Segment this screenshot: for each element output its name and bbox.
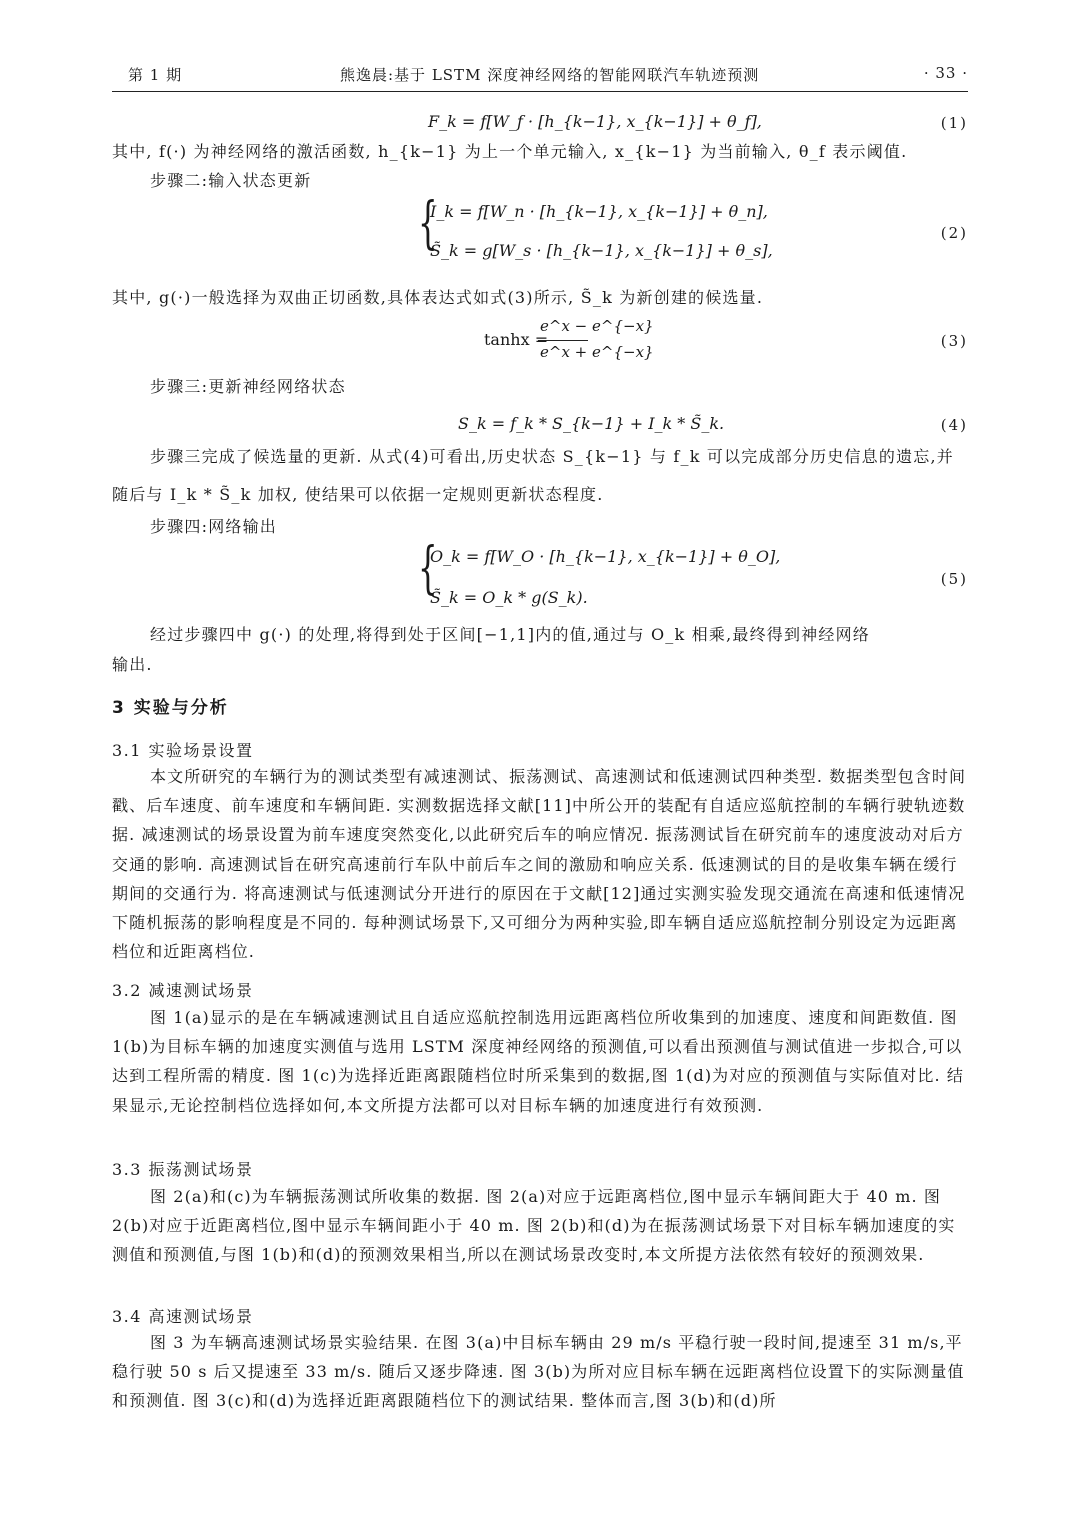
equation-5-line-2: S̃_k = O_k * g(S_k). [430,588,588,607]
subsection-3-4-body: 图 3 为车辆高速测试场景实验结果. 在图 3(a)中目标车辆由 29 m/s 平稳行驶一段时间,提速至 31 m/s,平稳行驶 50 s 后又提速至 33 m/s. 随后又逐步降速. 图 3(b)为所对应目标车辆在远距离档位设置下的实际测量值和预测值. 图 3(c)和(d)为选择近距离跟随档位下的测试结果. 整体而言,图 3(b)和(d)所 [112,1333,965,1411]
equation-1-number: (1) [940,114,968,132]
equation-4: S_k = f_k * S_{k−1} + I_k * S̃_k. [458,414,725,433]
equation-3-number: (3) [940,332,968,350]
paragraph-after-eq4-line-1: 步骤三完成了候选量的更新. 从式(4)可看出,历史状态 S_{k−1} 与 f_k 可以完成部分历史信息的遗忘,并 [150,447,954,466]
section-3-heading: 3 实验与分析 [112,698,229,718]
equation-3-denominator: e^x + e^{−x} [540,343,654,361]
subsection-3-2-body: 图 1(a)显示的是在车辆减速测试且自适应巡航控制选用远距离档位所收集到的加速度、速度和间距数值. 图 1(b)为目标车辆的加速度实测值与选用 LSTM 深度神经网络的预测值,可以看出预测值与测试值进一步拟合,可以达到工程所需的精度. 图 1(c)为选择近距离跟随档位时所采集到的数据,图 1(d)为对应的预测值与实际值对比. 结果显示,无论控制档位选择如何,本文所提方法都可以对目标车辆的加速度进行有效预测. [112,1008,964,1115]
subsection-3-1-heading: 3.1 实验场景设置 [112,741,254,760]
equation-5-brace: { [418,536,438,601]
equation-3-lhs: tanhx = [484,330,549,349]
equation-5-number: (5) [940,570,968,588]
paragraph-after-eq5-line-2: 输出. [112,655,153,674]
subsection-3-4-heading: 3.4 高速测试场景 [112,1307,254,1326]
equation-2-brace: { [418,191,438,256]
paragraph-after-eq2: 其中, g(·)一般选择为双曲正切函数,具体表达式如式(3)所示, S̃_k 为新创建的候选量. [112,288,764,307]
equation-3-fraction-bar [538,340,588,341]
step2-heading: 步骤二:输入状态更新 [150,171,312,190]
step4-heading: 步骤四:网络输出 [150,517,277,536]
step3-heading: 步骤三:更新神经网络状态 [150,377,346,396]
equation-2-line-1: I_k = f[W_n · [h_{k−1}, x_{k−1}] + θ_n], [430,202,768,221]
equation-2-number: (2) [940,224,968,242]
subsection-3-1-body: 本文所研究的车辆行为的测试类型有减速测试、振荡测试、高速测试和低速测试四种类型. 数据类型包含时间戳、后车速度、前车速度和车辆间距. 实测数据选择文献[11]中所公开的装配有自适应巡航控制的车辆行驶轨迹数据. 减速测试的场景设置为前车速度突然变化,以此研究后车的响应情况. 振荡测试旨在研究前车的速度波动对后方交通的影响. 高速测试旨在研究高速前行车队中前后车之间的激励和响应关系. 低速测试的目的是收集车辆在缓行期间的交通行为. 将高速测试与低速测试分开进行的原因在于文献[12]通过实测实验发现交通流在高速和低速情况下随机振荡的影响程度是不同的. 每种测试场景下,又可细分为两种实验,即车辆自适应巡航控制分别设定为远距离档位和近距离档位. [112,767,967,962]
subsection-3-3-heading: 3.3 振荡测试场景 [112,1160,254,1179]
equation-3-numerator: e^x − e^{−x} [540,317,654,335]
subsection-3-2-heading: 3.2 减速测试场景 [112,981,254,1000]
issue-number: 第 1 期 [128,66,183,84]
page-number: · 33 · [923,64,968,82]
equation-1: F_k = f[W_f · [h_{k−1}, x_{k−1}] + θ_f], [428,112,762,131]
paragraph-after-eq1: 其中, f(·) 为神经网络的激活函数, h_{k−1} 为上一个单元输入, x_{k−1} 为当前输入, θ_f 表示阈值. [112,142,908,161]
equation-2-line-2: S̃_k = g[W_s · [h_{k−1}, x_{k−1}] + θ_s], [430,241,773,260]
paragraph-after-eq5-line-1: 经过步骤四中 g(·) 的处理,将得到处于区间[−1,1]内的值,通过与 O_k 相乘,最终得到神经网络 [150,625,870,644]
header-rule [112,91,968,92]
equation-4-number: (4) [940,416,968,434]
equation-5-line-1: O_k = f[W_O · [h_{k−1}, x_{k−1}] + θ_O], [430,547,781,566]
subsection-3-3-body: 图 2(a)和(c)为车辆振荡测试所收集的数据. 图 2(a)对应于远距离档位,图中显示车辆间距大于 40 m. 图 2(b)对应于近距离档位,图中显示车辆间距小于 40 m. 图 2(b)和(d)为在振荡测试场景下对目标车辆加速度的实测值和预测值,与图 1(b)和(d)的预测效果相当,所以在测试场景改变时,本文所提方法依然有较好的预测效果. [112,1187,956,1265]
running-title: 熊逸晨:基于 LSTM 深度神经网络的智能网联汽车轨迹预测 [340,66,760,84]
paragraph-after-eq4-line-2: 随后与 I_k * S̃_k 加权, 使结果可以依据一定规则更新状态程度. [112,485,604,504]
running-header [0,0,1080,92]
